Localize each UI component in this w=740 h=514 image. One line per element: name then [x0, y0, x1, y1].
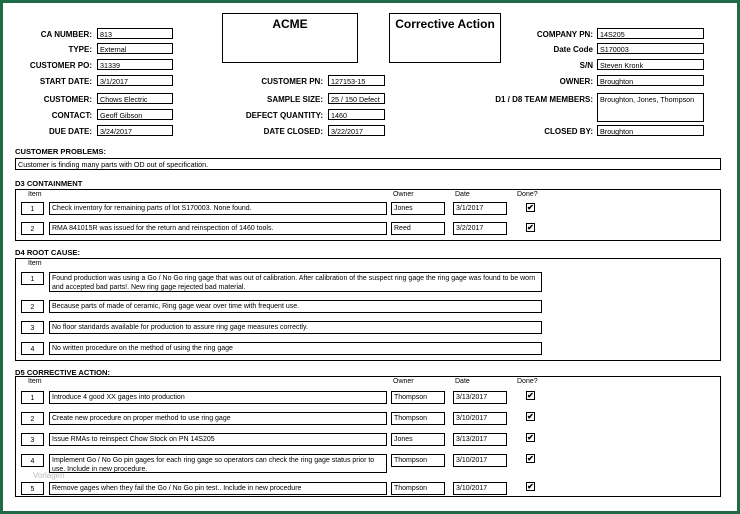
- d3-row-date[interactable]: 3/2/2017: [453, 222, 507, 235]
- d5-row-owner[interactable]: Thompson: [391, 412, 445, 425]
- team-members-field[interactable]: Broughton, Jones, Thompson: [597, 93, 704, 122]
- form-title: Corrective Action: [395, 17, 495, 31]
- d3-row-owner[interactable]: Reed: [391, 222, 445, 235]
- customer-problems-field[interactable]: Customer is finding many parts with OD out of specification.: [15, 158, 721, 170]
- d5-row-num: 2: [21, 412, 44, 425]
- due-date-label: DUE DATE:: [49, 127, 92, 136]
- d3-title: D3 CONTAINMENT: [15, 179, 83, 188]
- customer-po-label: CUSTOMER PO:: [29, 61, 92, 70]
- d5-row-desc[interactable]: Implement Go / No Go pin gages for each ring gage so operators can check the ring gage status prior to use. Include in new procedure.: [49, 454, 387, 473]
- closed-by-label: CLOSED BY:: [544, 127, 593, 136]
- contact-field[interactable]: Geoff Gibson: [97, 109, 173, 120]
- d4-title: D4 ROOT CAUSE:: [15, 248, 80, 257]
- owner-label: OWNER:: [559, 77, 593, 86]
- defect-quantity-field[interactable]: 1460: [328, 109, 385, 120]
- defect-quantity-label: DEFECT QUANTITY:: [245, 111, 323, 120]
- form-title-box: [389, 13, 501, 63]
- customer-problems-title: CUSTOMER PROBLEMS:: [15, 147, 106, 156]
- d5-row-owner[interactable]: Thompson: [391, 391, 445, 404]
- due-date-field[interactable]: 3/24/2017: [97, 125, 173, 136]
- customer-pn-field[interactable]: 127153-15: [328, 75, 385, 86]
- d3-row-desc[interactable]: RMA 841015R was issued for the return and reinspection of 1460 tools.: [49, 222, 387, 235]
- customer-label: CUSTOMER:: [43, 95, 92, 104]
- d4-row-num: 4: [21, 342, 44, 355]
- d3-row-done-checkbox[interactable]: ✔: [527, 203, 534, 212]
- company-name: ACME: [272, 17, 308, 31]
- type-label: TYPE:: [68, 45, 92, 54]
- d4-row-num: 1: [21, 272, 44, 285]
- d5-row-owner[interactable]: Thompson: [391, 482, 445, 495]
- closed-by-field[interactable]: Broughton: [597, 125, 704, 136]
- date-code-label: Date Code: [553, 45, 593, 54]
- date-closed-label: DATE CLOSED:: [263, 127, 323, 136]
- company-pn-field[interactable]: 14S205: [597, 28, 704, 39]
- d3-row-date[interactable]: 3/1/2017: [453, 202, 507, 215]
- d3-row-num: 1: [21, 202, 44, 215]
- d5-row-num: 4: [21, 454, 44, 467]
- customer-field[interactable]: Chows Electric: [97, 93, 173, 104]
- d5-row-done-checkbox[interactable]: ✔: [527, 454, 534, 463]
- d3-row-owner[interactable]: Jones: [391, 202, 445, 215]
- sn-label: S/N: [579, 61, 593, 70]
- d5-row-desc[interactable]: Create new procedure on proper method to use ring gage: [49, 412, 387, 425]
- type-field[interactable]: External: [97, 43, 173, 54]
- company-pn-label: COMPANY PN:: [536, 30, 593, 39]
- d5-row-date[interactable]: 3/10/2017: [453, 454, 507, 467]
- d5-row-owner[interactable]: Thompson: [391, 454, 445, 467]
- d5-row-desc[interactable]: Issue RMAs to reinspect Chow Stock on PN 14S205: [49, 433, 387, 446]
- date-code-field[interactable]: S170003: [597, 43, 704, 54]
- d4-row-desc[interactable]: Because parts of made of ceramic, Ring gage wear over time with frequent use.: [49, 300, 542, 313]
- d3-col-owner: Owner: [393, 191, 414, 198]
- d4-row-num: 3: [21, 321, 44, 334]
- team-members-label: D1 / D8 TEAM MEMBERS:: [495, 95, 593, 104]
- sn-field[interactable]: Steven Kronk: [597, 59, 704, 70]
- owner-field[interactable]: Broughton: [597, 75, 704, 86]
- date-closed-field[interactable]: 3/22/2017: [328, 125, 385, 136]
- ca-number-field[interactable]: 813: [97, 28, 173, 39]
- d5-row-num: 1: [21, 391, 44, 404]
- d5-col-date: Date: [455, 378, 470, 385]
- d4-row-desc[interactable]: No written procedure on the method of using the ring gage: [49, 342, 542, 355]
- d5-col-owner: Owner: [393, 378, 414, 385]
- customer-pn-label: CUSTOMER PN:: [261, 77, 323, 86]
- watermark: Vorlagen: [33, 471, 65, 480]
- d5-row-owner[interactable]: Jones: [391, 433, 445, 446]
- d3-row-done-checkbox[interactable]: ✔: [527, 223, 534, 232]
- d5-row-date[interactable]: 3/13/2017: [453, 391, 507, 404]
- start-date-label: START DATE:: [39, 77, 92, 86]
- d5-col-item: Item: [28, 378, 42, 385]
- d5-row-num: 3: [21, 433, 44, 446]
- d5-col-done: Done?: [517, 378, 538, 385]
- company-name-box: [222, 13, 358, 63]
- sample-size-label: SAMPLE SIZE:: [266, 95, 323, 104]
- d4-row-desc[interactable]: Found production was using a Go / No Go ring gage that was out of calibration. After calibration of the suspect ring gage the ring gage was found to be worn and accepted bad parts!. New ring gage rejected bad material.: [49, 272, 542, 292]
- d5-row-done-checkbox[interactable]: ✔: [527, 412, 534, 421]
- d5-title: D5 CORRECTIVE ACTION:: [15, 368, 111, 377]
- d5-row-done-checkbox[interactable]: ✔: [527, 482, 534, 491]
- d5-row-desc[interactable]: Remove gages when they fail the Go / No Go pin test.. Include in new procedure: [49, 482, 387, 495]
- d4-row-desc[interactable]: No floor standards available for production to assure ring gage measures correctly.: [49, 321, 542, 334]
- start-date-field[interactable]: 3/1/2017: [97, 75, 173, 86]
- d5-row-date[interactable]: 3/10/2017: [453, 412, 507, 425]
- d5-row-done-checkbox[interactable]: ✔: [527, 391, 534, 400]
- sample-size-field[interactable]: 25 / 150 Defect: [328, 93, 385, 104]
- d5-row-desc[interactable]: Introduce 4 good XX gages into production: [49, 391, 387, 404]
- contact-label: CONTACT:: [51, 111, 92, 120]
- d3-row-num: 2: [21, 222, 44, 235]
- d5-row-date[interactable]: 3/10/2017: [453, 482, 507, 495]
- customer-po-field[interactable]: 31339: [97, 59, 173, 70]
- d3-col-date: Date: [455, 191, 470, 198]
- ca-number-label: CA NUMBER:: [40, 30, 92, 39]
- d3-col-item: Item: [28, 191, 42, 198]
- d3-row-desc[interactable]: Check inventory for remaining parts of lot S170003. None found.: [49, 202, 387, 215]
- d5-row-date[interactable]: 3/13/2017: [453, 433, 507, 446]
- d4-row-num: 2: [21, 300, 44, 313]
- d3-col-done: Done?: [517, 191, 538, 198]
- d5-row-num: 5: [21, 482, 44, 495]
- d4-col-item: Item: [28, 260, 42, 267]
- d5-row-done-checkbox[interactable]: ✔: [527, 433, 534, 442]
